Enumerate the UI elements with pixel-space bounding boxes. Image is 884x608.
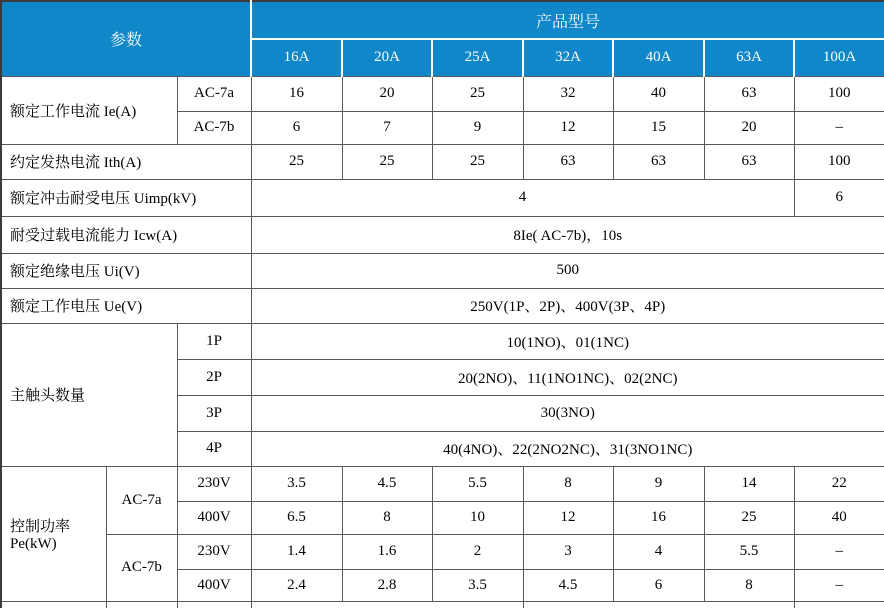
row-power-ac7a-230 xyxy=(1,466,884,501)
value-cell-2p: 20(2NO)、11(1NO1NC)、02(2NC) xyxy=(251,359,884,395)
value-cell: 16 xyxy=(613,501,704,534)
value-cell: 20 xyxy=(704,111,794,144)
row-ith xyxy=(1,144,884,179)
value-cell: 25 xyxy=(704,501,794,534)
value-cell: 16 xyxy=(251,76,342,111)
value-cell: 6.5 xyxy=(251,501,342,534)
row-partial-cutoff xyxy=(1,601,884,608)
value-cell: 25 xyxy=(432,144,523,179)
value-cell: 12 xyxy=(523,111,613,144)
value-cell: 40 xyxy=(794,501,884,534)
header-row-product xyxy=(1,1,884,39)
row-label-rated-current: 额定工作电流 Ie(A) xyxy=(1,76,177,144)
value-cell: 63 xyxy=(704,144,794,179)
value-cell-4p: 40(4NO)、22(2NO2NC)、31(3NO1NC) xyxy=(251,431,884,466)
sub-label-2p: 2P xyxy=(177,359,251,395)
value-cell: 25 xyxy=(432,76,523,111)
value-cell: 63 xyxy=(613,144,704,179)
product-model-header-cell: 产品型号 xyxy=(251,1,884,39)
value-cell: 100 xyxy=(794,144,884,179)
value-cell: 4 xyxy=(613,534,704,569)
row-uimp xyxy=(1,179,884,216)
value-cell: 1.4 xyxy=(251,534,342,569)
sub-label-ac7a: AC-7a xyxy=(177,76,251,111)
model-header-20a: 20A xyxy=(342,39,432,76)
model-header-16a: 16A xyxy=(251,39,342,76)
value-cell: 2.4 xyxy=(251,569,342,601)
value-cell: – xyxy=(794,534,884,569)
value-cell: 3.5 xyxy=(251,466,342,501)
sub-label-3p: 3P xyxy=(177,395,251,431)
sub-label-power-ac7a: AC-7a xyxy=(106,466,177,534)
value-cell: 5.5 xyxy=(704,534,794,569)
value-cell: 2.8 xyxy=(342,569,432,601)
value-cell: – xyxy=(794,111,884,144)
value-cell-ui: 500 xyxy=(251,253,884,288)
value-cell: 8 xyxy=(342,501,432,534)
value-cell: 6 xyxy=(251,111,342,144)
row-icw xyxy=(1,216,884,253)
sub-label-230v: 230V xyxy=(177,466,251,501)
sub-label-400v: 400V xyxy=(177,501,251,534)
value-cell: 63 xyxy=(523,144,613,179)
sub-label-400v: 400V xyxy=(177,569,251,601)
row-label-control-power: 控制功率 Pe(kW) xyxy=(1,466,106,601)
value-cell: 63 xyxy=(704,76,794,111)
partial-row-cell xyxy=(523,601,794,608)
value-cell-uimp-main: 4 xyxy=(251,179,794,216)
param-header-cell: 参数 xyxy=(1,1,251,76)
model-header-25a: 25A xyxy=(432,39,523,76)
value-cell: 32 xyxy=(523,76,613,111)
value-cell: 15 xyxy=(613,111,704,144)
value-cell: 9 xyxy=(613,466,704,501)
model-header-100a: 100A xyxy=(794,39,884,76)
value-cell: 4.5 xyxy=(342,466,432,501)
value-cell: 20 xyxy=(342,76,432,111)
partial-row-cell xyxy=(251,601,523,608)
row-ue xyxy=(1,288,884,323)
value-cell: 1.6 xyxy=(342,534,432,569)
partial-row-cell xyxy=(794,601,884,608)
row-power-ac7b-230 xyxy=(1,534,884,569)
value-cell-ue: 250V(1P、2P)、400V(3P、4P) xyxy=(251,288,884,323)
value-cell: 2 xyxy=(432,534,523,569)
row-label-thermal-current: 约定发热电流 Ith(A) xyxy=(1,144,251,179)
value-cell-icw: 8Ie( AC-7b)，10s xyxy=(251,216,884,253)
sub-label-ac7b: AC-7b xyxy=(177,111,251,144)
value-cell: 6 xyxy=(613,569,704,601)
value-cell: 4.5 xyxy=(523,569,613,601)
value-cell: 8 xyxy=(523,466,613,501)
partial-row-cell xyxy=(177,601,251,608)
sub-label-230v: 230V xyxy=(177,534,251,569)
row-label-main-contacts: 主触头数量 xyxy=(1,323,177,466)
row-label-impulse-voltage: 额定冲击耐受电压 Uimp(kV) xyxy=(1,179,251,216)
sub-label-power-ac7b: AC-7b xyxy=(106,534,177,601)
row-ui xyxy=(1,253,884,288)
value-cell: 5.5 xyxy=(432,466,523,501)
value-cell: 9 xyxy=(432,111,523,144)
value-cell: 3 xyxy=(523,534,613,569)
partial-row-cell xyxy=(106,601,177,608)
value-cell: 10 xyxy=(432,501,523,534)
row-ie-ac7a xyxy=(1,76,884,111)
row-label-insulation-voltage: 额定绝缘电压 Ui(V) xyxy=(1,253,251,288)
row-label-operating-voltage: 额定工作电压 Ue(V) xyxy=(1,288,251,323)
value-cell: 22 xyxy=(794,466,884,501)
value-cell-3p: 30(3NO) xyxy=(251,395,884,431)
model-header-40a: 40A xyxy=(613,39,704,76)
row-label-overload-capacity: 耐受过载电流能力 Icw(A) xyxy=(1,216,251,253)
value-cell: – xyxy=(794,569,884,601)
value-cell: 25 xyxy=(251,144,342,179)
value-cell: 7 xyxy=(342,111,432,144)
model-header-63a: 63A xyxy=(704,39,794,76)
value-cell: 40 xyxy=(613,76,704,111)
value-cell: 12 xyxy=(523,501,613,534)
value-cell-uimp-100a: 6 xyxy=(794,179,884,216)
model-header-32a: 32A xyxy=(523,39,613,76)
partial-row-cell xyxy=(1,601,106,608)
value-cell: 100 xyxy=(794,76,884,111)
value-cell-1p: 10(1NO)、01(1NC) xyxy=(251,323,884,359)
sub-label-4p: 4P xyxy=(177,431,251,466)
value-cell: 25 xyxy=(342,144,432,179)
value-cell: 8 xyxy=(704,569,794,601)
sub-label-1p: 1P xyxy=(177,323,251,359)
value-cell: 3.5 xyxy=(432,569,523,601)
row-contacts-1p xyxy=(1,323,884,359)
value-cell: 14 xyxy=(704,466,794,501)
